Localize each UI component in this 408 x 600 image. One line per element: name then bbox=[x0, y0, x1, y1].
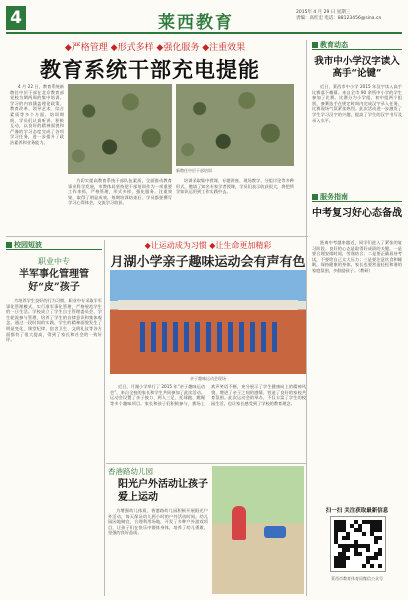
section-title: 莱西教育 bbox=[158, 13, 234, 33]
main-photo-soldiers bbox=[68, 84, 172, 174]
scan-prompt: 扫一扫 关注获取最新信息 bbox=[325, 508, 389, 514]
section-label-news-text: 教育动态 bbox=[320, 41, 348, 49]
kindergarten-subhead: 香港路幼儿园 bbox=[108, 467, 153, 476]
main-body-col3-text: 培训采取集中授课、专题讲座、现场教学、分组讨论等多种形式，邀请了知名专家学者授课，学员们表示收获很大，将把所学知识运用到工作实践中去。 bbox=[176, 178, 294, 195]
main-body-col1 bbox=[10, 84, 64, 234]
runners bbox=[140, 322, 280, 352]
date-line: 2015年 4 月 29 日 星期三 bbox=[296, 10, 351, 15]
section-label-guide bbox=[312, 192, 402, 202]
section-label-news bbox=[312, 40, 402, 50]
square-icon bbox=[6, 242, 12, 248]
section-label-campus bbox=[6, 240, 102, 250]
middle-body bbox=[110, 384, 306, 462]
middle-photo-caption: 亲子趣味运动会现场 bbox=[190, 376, 226, 381]
middle-kicker: ◆让运动成为习惯 ◆让生命更加精彩 bbox=[144, 241, 272, 250]
play-equipment bbox=[264, 526, 286, 538]
story2-title: 中考复习好心态备战 bbox=[312, 208, 402, 219]
divider bbox=[6, 236, 308, 237]
main-body-col3 bbox=[176, 178, 294, 234]
section-label-guide-text: 服务指南 bbox=[320, 193, 348, 201]
child-figure bbox=[232, 506, 246, 540]
editor-line: 责编：高红宏 电话：88123456@sina.cn bbox=[296, 16, 382, 21]
story1-body-text: 近日，莱西市中小学 2015 年汉字读入高手比赛落下帷幕。来自全市 90 余所中小学的学生参加了比赛。比赛分为小学组、初中组两个组别，参赛选手在规定时间内完成汉字录入任务，比赛现场气氛紧张热烈。此次活动进一步激发了学生学习汉字的兴趣，提高了学生的汉字书写及录入水平。 bbox=[312, 84, 402, 123]
main-body-col2-text: 为切实提高教育系统干部队伍素质，全面推动教育事业科学发展，市教体局坚持把干部培训作为一项重要工作来抓，严格管理，形式多样，强化服务，注重效果，取得了明显成效。每期培训结束后，学员都要撰写学习心得体会，交流学习收获。 bbox=[68, 178, 172, 206]
middle-photo-sports bbox=[110, 270, 306, 374]
kindergarten-title: 阳光户外活动让孩子爱上运动 bbox=[118, 479, 208, 503]
school-building bbox=[118, 300, 298, 310]
main-headline: 教育系统干部充电提能 bbox=[40, 57, 260, 82]
divider bbox=[104, 240, 105, 596]
main-body-col1-text: 4 月 22 日，教育系统新聘任中层干部在北京教育部党校为期两周的集中培训。学习的内容涵盖理论政策、教育改革、领导艺术、综合素质等多个方面。培训期间，学员们认真听讲、积极互动，以良好的精神面貌和严谨的学习态度完成了各项学习任务，进一步提升了政治素养和业务能力。 bbox=[10, 84, 64, 145]
qr-code bbox=[330, 516, 386, 572]
main-photo-caption: 新聘任中层干部培训 bbox=[176, 168, 212, 173]
main-body-col2 bbox=[68, 178, 172, 234]
middle-headline: 月湖小学亲子趣味运动会有声有色 bbox=[110, 255, 306, 270]
middle-body-text: 近日，月湖小学举行了 2015 年“亲子趣味运动会”，来自全校的家长和学生共同参加了此次活动。运动会设置了亲子接力、两人三足、托球跑、跳绳等多个趣味项目。家长和孩子们积极参与，赛场上欢声笑语不断，充分展示了学生健康向上的精神风貌，增进了亲子之间的感情，营造了良好的家校共育氛围。此次运动会的举办，不仅丰富了学生的校园生活，也让家长感受到了学校的教育理念。 bbox=[110, 384, 306, 406]
story1-body bbox=[312, 84, 402, 184]
story2-body-text: 距离中考越来越近，同学们进入了紧张的复习阶段。良好的心态是取得好成绩的关键。一是要合理安排时间，劳逸结合；二是要正确看待考试，不要给自己太大压力；三是要注意饮食和睡眠，保持健康的身体。家长也要营造轻松和谐的家庭氛围，多鼓励孩子。（教研） bbox=[312, 240, 402, 273]
kindergarten-body-text: 为增强幼儿体质，香港路幼儿园积极开展阳光户外活动，每天保证幼儿两小时的户外活动时间。幼儿园因地制宜，合理利用场地，开发了多种户外游戏项目，让孩子们在快乐中锻炼身体，培养了幼儿勇敢、坚强的良好品质。 bbox=[108, 508, 208, 536]
square-icon bbox=[312, 42, 318, 48]
divider bbox=[106, 463, 306, 464]
story1-title: 我市中小学汉字读入高手“论键” bbox=[314, 56, 400, 79]
left-body bbox=[6, 298, 102, 596]
left-body-text: 为培养学生良好的行为习惯，职业中专采取半军事化管理模式，实行准军事化管理，严格规范学生的一日生活。学校成立了学生自主管理委员会，学生轮流参与管理，培养了学生的自律意识和集体观念。通过一段时间的实践，学生的精神面貌发生了明显变化，课堂纪律、宿舍卫生、文明礼仪等各方面都有了很大提高，得到了家长和社会的一致好评。 bbox=[6, 298, 102, 343]
kindergarten-photo bbox=[212, 466, 304, 594]
page-header bbox=[6, 4, 402, 34]
square-icon bbox=[312, 194, 318, 200]
header-info bbox=[296, 10, 381, 22]
story2-body bbox=[312, 240, 402, 500]
page-number: 4 bbox=[6, 6, 26, 30]
divider bbox=[306, 40, 307, 596]
main-photo-training bbox=[176, 84, 294, 166]
left-subhead: 职业中专 bbox=[38, 257, 70, 266]
main-kicker: ◆严格管理 ◆形式多样 ◆强化服务 ◆注重效果 bbox=[64, 43, 246, 53]
kindergarten-body bbox=[108, 508, 208, 596]
qr-module bbox=[378, 564, 382, 568]
qr-caption: 莱西市教育体育局微信公众号 bbox=[331, 576, 383, 581]
section-label-campus-text: 校园短波 bbox=[14, 241, 42, 249]
left-title: 半军事化管理管好“皮”孩子 bbox=[19, 269, 89, 293]
